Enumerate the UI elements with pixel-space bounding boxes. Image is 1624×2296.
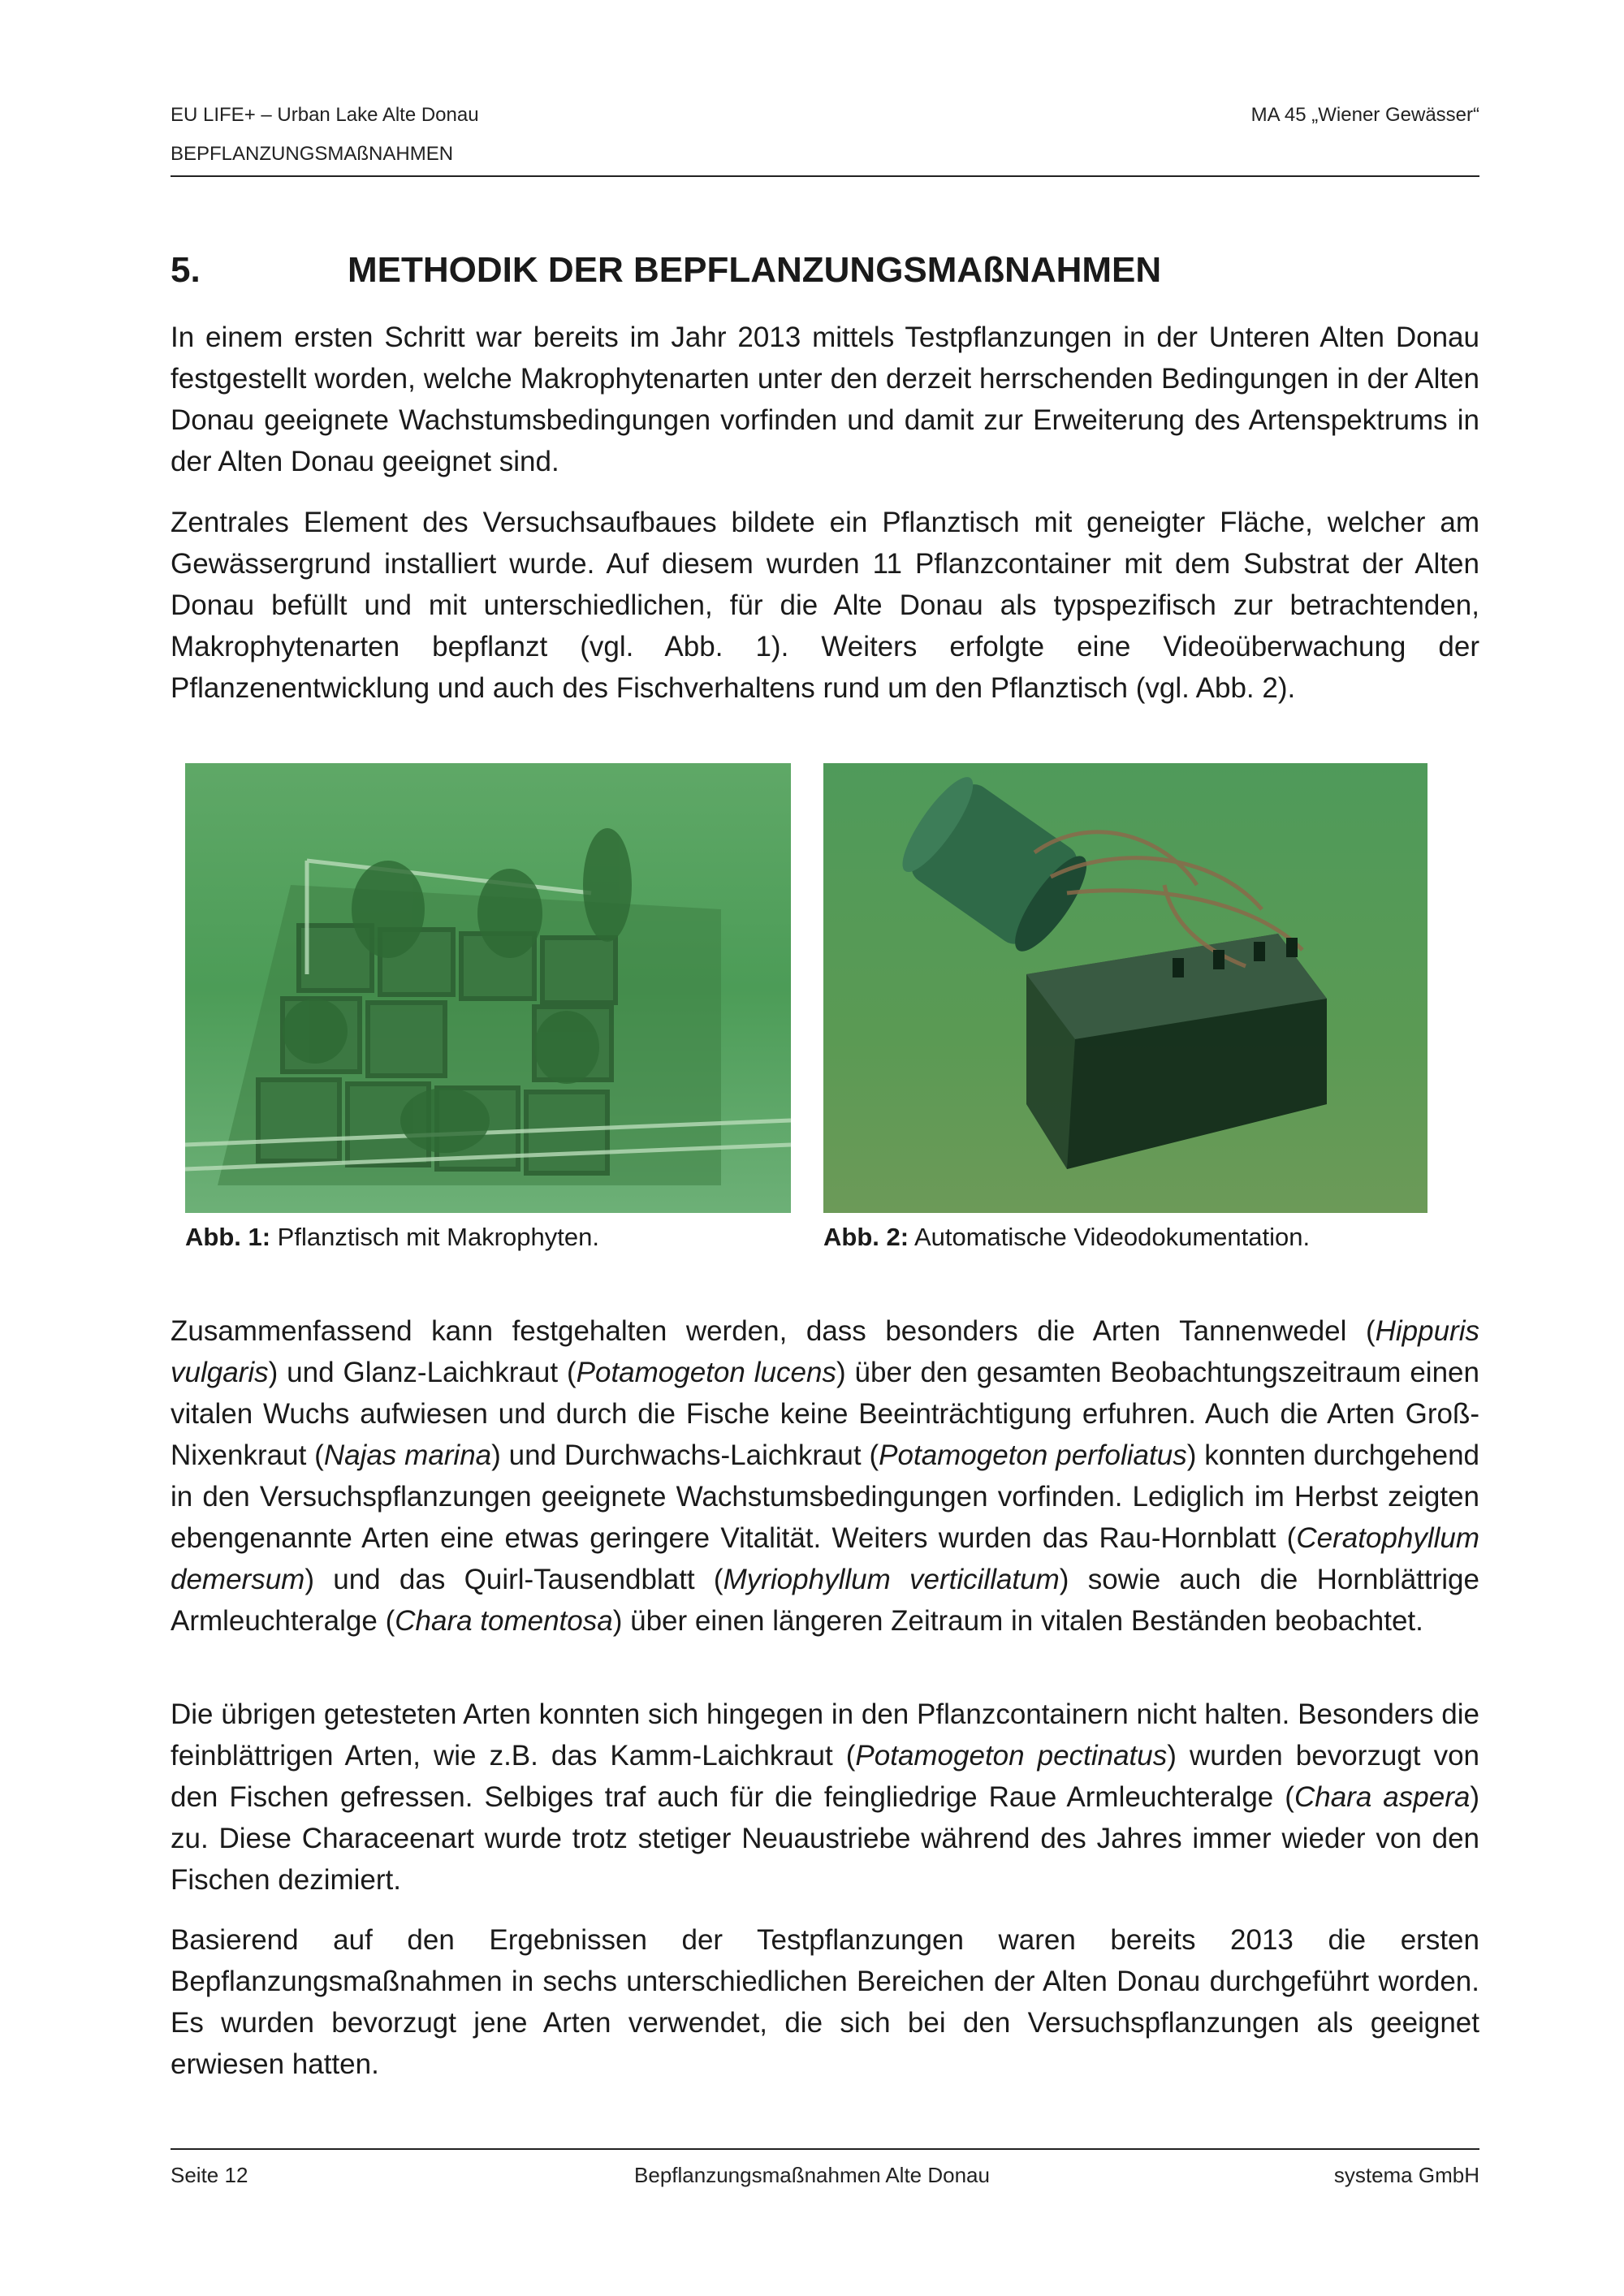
text-segment: Zusammenfassend kann festgehalten werden, dass besonders die Arten Tannenwedel ( [171,1315,1376,1347]
text-segment: Die übrigen getesteten Arten konnten sich hingegen in den Pflanzcontainern nicht halten. Besonders die feinblättrigen Arten, wie z.B. das Kamm-Laichkraut ( [171,1698,1479,1772]
italic-term: Potamogeton pectinatus [855,1740,1168,1772]
italic-term: Potamogeton lucens [576,1357,836,1388]
footer-company: systema GmbH [1333,2163,1479,2187]
text-segment: ) sowie auch die Hornblättrige Armleuchteralge ( [171,1564,1479,1637]
paragraph-1: In einem ersten Schritt war bereits im Jahr 2013 mittels Testpflanzungen in der Unteren Alten Donau festgestellt worden, welche Makrophytenarten unter den derzeit herrschenden Bedingungen in der Alten Donau geeignete Wachstumsbedingungen vorfinden und damit zur Erweiterung des Artenspektrums in der Alten Donau geeignet sind. [171,322,1479,477]
italic-term: Najas marina [323,1439,492,1471]
figure-1-photo [185,763,791,1213]
footer-divider [171,2148,1479,2150]
footer-page-number: Seite 12 [171,2163,248,2187]
figure-2-caption-text: Automatische Videodokumentation. [909,1223,1311,1251]
text-segment: ) zu. Diese Characeenart wurde trotz stetiger Neuaustriebe während des Jahres immer wieder von den Fischen dezimiert. [171,1781,1479,1896]
section-title: METHODIK DER BEPFLANZUNGSMAßNAHMEN [348,250,1162,290]
figure-2-caption [823,1223,1310,1252]
italic-term: Hippuris vulgaris [171,1315,1479,1388]
paragraph-3 [171,1310,1479,1642]
figure-1-caption [185,1223,599,1252]
italic-term: Chara aspera [1294,1781,1471,1813]
text-segment: ) über einen längeren Zeitraum in vitalen Beständen beobachtet. [612,1605,1423,1637]
paragraph-4 [171,1694,1479,1901]
italic-term: Chara tomentosa [395,1605,613,1637]
figure-1-caption-text: Pflanztisch mit Makrophyten. [270,1223,599,1251]
text-segment: ) und Glanz-Laichkraut ( [268,1357,577,1388]
footer-document-title: Bepflanzungsmaßnahmen Alte Donau [634,2163,990,2187]
italic-term: Potamogeton perfoliatus [879,1439,1187,1471]
video-camera-image [823,763,1427,1213]
header-organization: MA 45 „Wiener Gewässer“ [1250,104,1479,126]
header-project: EU LIFE+ – Urban Lake Alte Donau [171,104,479,126]
figure-1-label: Abb. 1: [185,1223,271,1251]
paragraph-5: Basierend auf den Ergebnissen der Testpflanzungen waren bereits 2013 die ersten Bepflanzungsmaßnahmen in sechs unterschiedlichen Bereichen der Alten Donau durchgeführt worden. Es wurden bevorzugt jene Arten verwendet, die sich bei den Versuchspflanzungen als geeignet erwiesen hatten. [171,1924,1479,2080]
text-segment: ) und Durchwachs-Laichkraut ( [491,1439,879,1471]
text-segment: ) und das Quirl-Tausendblatt ( [304,1564,723,1595]
planting-table-image [185,763,791,1213]
figure-2-label: Abb. 2: [823,1223,909,1251]
italic-term: Ceratophyllum demersum [171,1522,1479,1595]
paragraph-2: Zentrales Element des Versuchsaufbaues bildete ein Pflanztisch mit geneigter Fläche, welcher am Gewässergrund installiert wurde. Auf diesem wurden 11 Pflanzcontainer mit dem Substrat der Alten Donau befüllt und mit unterschiedlichen, für die Alte Donau als typspezifisch zur betrachtenden, Makrophytenarten bepflanzt (vgl. Abb. 1). Weiters erfolgte eine Videoüberwachung der Pflanzenentwicklung und auch des Fischverhaltens rund um den Pflanztisch (vgl. Abb. 2). [171,507,1479,704]
section-number: 5. [171,250,201,290]
text-segment: ) wurden bevorzugt von den Fischen gefressen. Selbiges traf auch für die feingliedrige Raue Armleuchteralge ( [171,1740,1480,1813]
figure-2-photo [823,763,1427,1213]
header-section: BEPFLANZUNGSMAßNAHMEN [171,143,454,165]
italic-term: Myriophyllum verticillatum [723,1564,1060,1595]
text-segment: ) konnten durchgehend in den Versuchspflanzungen geeignete Wachstumsbedingungen vorfinden. Lediglich im Herbst zeigten ebengenannte Arten eine etwas geringere Vitalität. Weiters wurden das Rau-Hornblatt ( [171,1439,1479,1554]
text-segment: ) über den gesamten Beobachtungszeitraum einen vitalen Wuchs aufwiesen und durch die Fische keine Beeinträchtigung erfuhren. Auch die Arten Groß-Nixenkraut ( [171,1357,1479,1471]
header-divider [171,175,1479,177]
